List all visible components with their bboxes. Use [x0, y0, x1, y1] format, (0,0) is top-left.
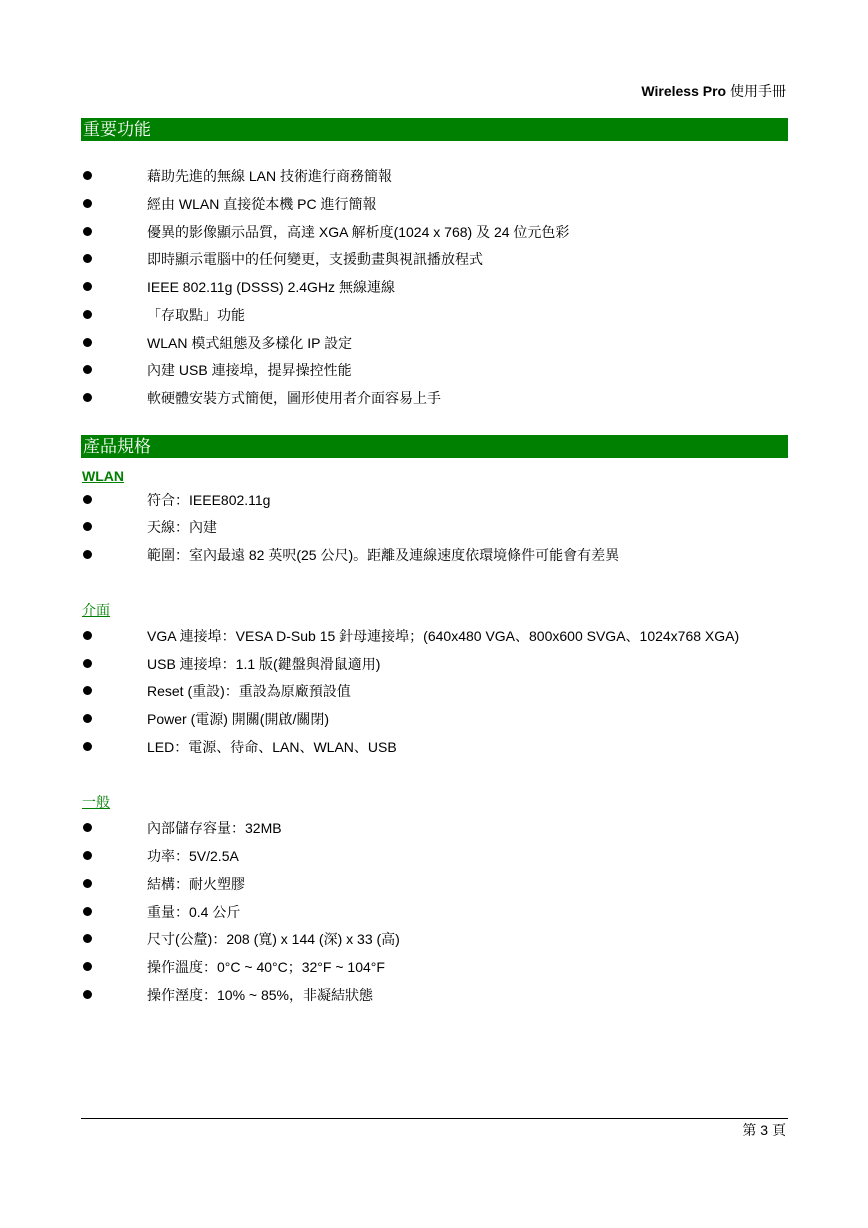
bullet-icon: [83, 990, 92, 999]
bullet-icon: [83, 631, 92, 640]
list-item-text: 功率：5V/2.5A: [147, 848, 239, 864]
list-item-text: 即時顯示電腦中的任何變更，支援動畫與視訊播放程式: [147, 251, 483, 267]
list-item: [0, 737, 868, 757]
list-item-text: 「存取點」功能: [147, 307, 245, 323]
list-item-text: 範圍：室內最遠 82 英呎(25 公尺)。距離及連線速度依環境條件可能會有差異: [147, 547, 620, 563]
list-item-text: Power (電源) 開關(開啟/關閉): [147, 711, 329, 727]
bullet-icon: [83, 254, 92, 263]
list-item: [0, 681, 868, 701]
list-item-text: 經由 WLAN 直接從本機 PC 進行簡報: [147, 196, 377, 212]
bullet-icon: [83, 659, 92, 668]
bullet-icon: [83, 338, 92, 347]
bullet-icon: [83, 365, 92, 374]
list-item-text: 藉助先進的無線 LAN 技術進行商務簡報: [147, 168, 393, 184]
list-item-text: VGA 連接埠：VESA D-Sub 15 針母連接埠；(640x480 VGA、800x600 SVGA、1024x768 XGA): [147, 628, 740, 644]
list-item: [0, 654, 868, 674]
bullet-icon: [83, 495, 92, 504]
list-item-text: 尺寸(公釐)：208 (寬) x 144 (深) x 33 (高): [147, 931, 400, 947]
list-item: [0, 333, 868, 353]
bullet-icon: [83, 310, 92, 319]
subheading-interface: 介面: [82, 602, 110, 618]
section-heading-features: 重要功能: [81, 118, 788, 141]
list-item: [0, 709, 868, 729]
bullet-icon: [83, 199, 92, 208]
list-item: [0, 846, 868, 866]
section-heading-specs: 產品規格: [81, 435, 788, 458]
subheading-wlan: WLAN: [82, 468, 124, 484]
bullet-icon: [83, 823, 92, 832]
list-item: [0, 545, 868, 565]
list-item: [0, 305, 868, 325]
bullet-icon: [83, 171, 92, 180]
list-item: [0, 388, 868, 408]
bullet-icon: [83, 393, 92, 402]
list-item: [0, 222, 868, 242]
bullet-icon: [83, 879, 92, 888]
list-item-text: USB 連接埠：1.1 版(鍵盤與滑鼠適用): [147, 656, 381, 672]
list-item-text: 內部儲存容量：32MB: [147, 820, 282, 836]
bullet-icon: [83, 550, 92, 559]
bullet-icon: [83, 907, 92, 916]
header-title: 使用手冊: [730, 83, 786, 99]
list-item-text: LED：電源、待命、LAN、WLAN、USB: [147, 739, 397, 755]
list-item-text: 優異的影像顯示品質，高達 XGA 解析度(1024 x 768) 及 24 位元色彩: [147, 224, 570, 240]
header-brand: Wireless Pro: [641, 83, 727, 99]
list-item: [0, 818, 868, 838]
list-item-text: 符合：IEEE802.11g: [147, 492, 271, 508]
list-item: [0, 194, 868, 214]
list-item-text: 天線：內建: [147, 519, 217, 535]
list-item-text: 軟硬體安裝方式簡便，圖形使用者介面容易上手: [147, 390, 441, 406]
list-item-text: IEEE 802.11g (DSSS) 2.4GHz 無線連線: [147, 279, 395, 295]
bullet-icon: [83, 934, 92, 943]
list-item-text: 操作溫度：0°C ~ 40°C；32°F ~ 104°F: [147, 959, 385, 975]
list-item: [0, 957, 868, 977]
list-item-text: 結構：耐火塑膠: [147, 876, 245, 892]
list-item: [0, 166, 868, 186]
list-item-text: WLAN 模式組態及多樣化 IP 設定: [147, 335, 353, 351]
running-header: [641, 82, 786, 100]
list-item: [0, 985, 868, 1005]
bullet-icon: [83, 962, 92, 971]
list-item-text: 操作溼度：10% ~ 85%，非凝結狀態: [147, 987, 373, 1003]
list-item-text: Reset (重設)：重設為原廠預設值: [147, 683, 351, 699]
list-item-text: 內建 USB 連接埠，提昇操控性能: [147, 362, 352, 378]
bullet-icon: [83, 851, 92, 860]
bullet-icon: [83, 282, 92, 291]
list-item: [0, 626, 868, 646]
bullet-icon: [83, 227, 92, 236]
bullet-icon: [83, 686, 92, 695]
list-item: [0, 929, 868, 949]
list-item: [0, 360, 868, 380]
footer-divider: [81, 1118, 788, 1119]
list-item: [0, 249, 868, 269]
list-item-text: 重量：0.4 公斤: [147, 904, 241, 920]
bullet-icon: [83, 522, 92, 531]
list-item: [0, 490, 868, 510]
list-item: [0, 874, 868, 894]
list-item: [0, 517, 868, 537]
page-number: 第 3 頁: [742, 1122, 786, 1138]
subheading-general: 一般: [82, 794, 110, 810]
bullet-icon: [83, 714, 92, 723]
list-item: [0, 277, 868, 297]
list-item: [0, 902, 868, 922]
bullet-icon: [83, 742, 92, 751]
